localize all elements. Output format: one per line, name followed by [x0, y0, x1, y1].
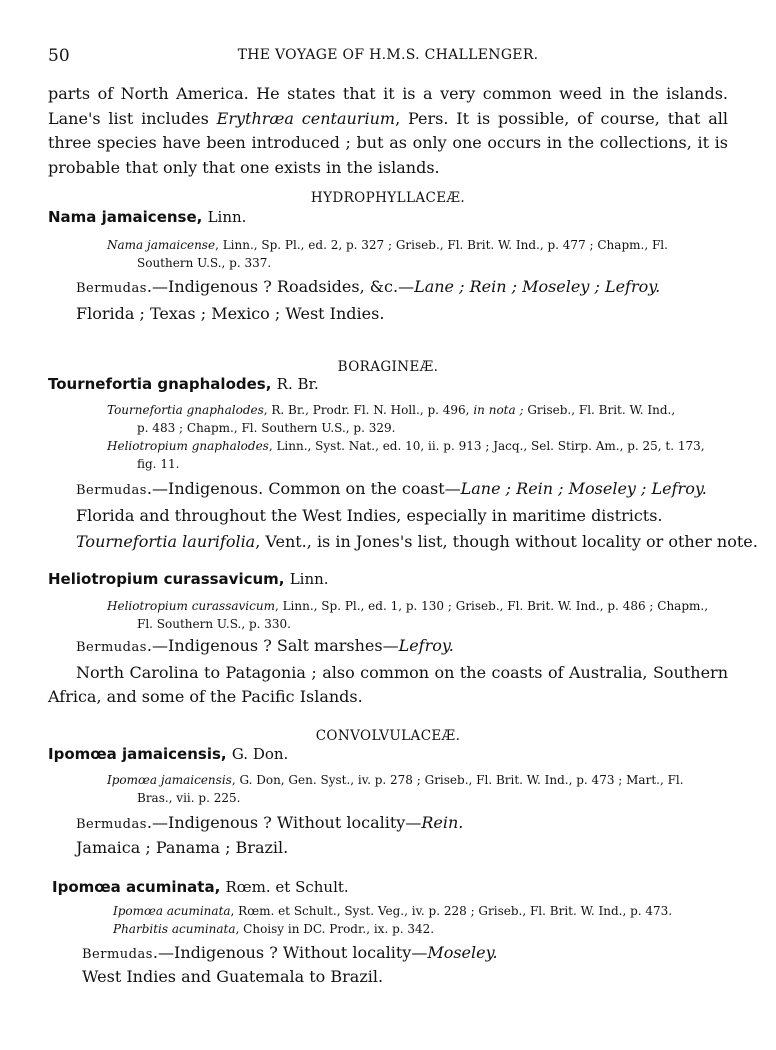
citation-cont: Bras., vii. p. 225. — [137, 791, 241, 805]
citation-text: , G. Don, Gen. Syst., iv. p. 278 ; Griseb., Fl. Brit. W. Ind., p. 473 ; Mart., Fl. — [231, 773, 684, 787]
citation-species: Pharbitis acuminata — [113, 922, 236, 936]
citation-cont: fig. 11. — [137, 457, 180, 471]
citation — [113, 920, 736, 938]
locality-status: .—Indigenous ? Without locality— — [152, 943, 428, 962]
locality-collectors: Lane ; Rein ; Moseley ; Lefroy. — [414, 277, 661, 296]
intro-text-cont: , Pers. It is possible, of course, that all three species have been introduced ; but as only one occurs in the collections, it is probable that only that one exists in the islands. — [48, 108, 729, 177]
locality-line — [82, 943, 498, 962]
locality-status: .—Indigenous ? Roadsides, &c.— — [146, 277, 415, 296]
citation-species: Tournefortia gnaphalodes — [107, 403, 264, 417]
locality-bermudas: Bermudas — [82, 947, 153, 962]
citation — [113, 902, 736, 920]
species-heading — [48, 208, 246, 226]
page-number: 50 — [48, 46, 70, 66]
locality-collectors: Moseley. — [427, 943, 498, 962]
citation-cont: p. 483 ; Chapm., Fl. Southern U.S., p. 329. — [137, 421, 396, 435]
intro-text: parts of North America. He states that it is a very common weed in the islands. Lane's list includes — [48, 84, 728, 128]
distribution: Florida and throughout the West Indies, especially in maritime districts. — [76, 506, 663, 525]
species-name: Ipomœa acuminata, — [52, 878, 221, 896]
locality-line — [76, 813, 463, 832]
citation-text: , Rœm. et Schult., Syst. Veg., iv. p. 228 ; Griseb., Fl. Brit. W. Ind., p. 473. — [230, 904, 673, 918]
species-name: Heliotropium curassavicum, — [48, 570, 285, 588]
citation — [107, 597, 730, 633]
distribution: Jamaica ; Panama ; Brazil. — [76, 838, 289, 857]
locality-status: .—Indigenous ? Salt marshes— — [146, 636, 399, 655]
note-text: , Vent., is in Jones's list, though without locality or other note. — [255, 532, 758, 551]
locality-status: .—Indigenous. Common on the coast— — [146, 479, 461, 498]
intro-species-italic: Erythræa centaurium — [216, 108, 396, 128]
locality-status: .—Indigenous ? Without locality— — [146, 813, 422, 832]
citation-italic-note: in nota ; — [473, 403, 524, 417]
locality-line — [76, 636, 454, 655]
running-title: THE VOYAGE OF H.M.S. CHALLENGER. — [237, 47, 539, 63]
citation-species: Nama jamaicense — [107, 238, 216, 252]
distribution: North Carolina to Patagonia ; also common on the coasts of Australia, Southern Africa, and some of the Pacific Islands. — [48, 663, 728, 706]
species-heading — [52, 878, 349, 896]
citation-text: Griseb., Fl. Brit. W. Ind., — [527, 403, 676, 417]
locality-collectors: Lane ; Rein ; Moseley ; Lefroy. — [460, 479, 707, 498]
citation-species: Ipomœa jamaicensis — [107, 773, 232, 787]
locality-line — [76, 277, 660, 296]
locality-bermudas: Bermudas — [76, 640, 147, 655]
family-heading-hydrophyllaceae: HYDROPHYLLACEÆ. — [310, 190, 466, 206]
citation-text: , Choisy in DC. Prodr., ix. p. 342. — [235, 922, 435, 936]
species-heading — [48, 570, 329, 588]
species-name: Ipomœa jamaicensis, — [48, 745, 227, 763]
citation-text: , Linn., Sp. Pl., ed. 2, p. 327 ; Griseb., Fl. Brit. W. Ind., p. 477 ; Chapm., Fl. — [215, 238, 668, 252]
citation-cont: Southern U.S., p. 337. — [137, 256, 272, 270]
species-author: Rœm. et Schult. — [225, 878, 349, 896]
species-author: Linn. — [207, 208, 247, 226]
species-author: G. Don. — [231, 745, 289, 763]
species-author: R. Br. — [276, 375, 319, 393]
locality-bermudas: Bermudas — [76, 817, 147, 832]
citation-species: Heliotropium curassavicum — [107, 599, 275, 613]
species-name: Nama jamaicense, — [48, 208, 203, 226]
locality-collectors: Rein. — [421, 813, 464, 832]
family-heading-boragineae: BORAGINEÆ. — [337, 359, 439, 375]
citation-text: , Linn., Sp. Pl., ed. 1, p. 130 ; Griseb., Fl. Brit. W. Ind., p. 486 ; Chapm., — [274, 599, 709, 613]
distribution: Florida ; Texas ; Mexico ; West Indies. — [76, 304, 385, 323]
locality-bermudas: Bermudas — [76, 483, 147, 498]
locality-collectors: Lefroy. — [398, 636, 454, 655]
distribution: West Indies and Guatemala to Brazil. — [82, 967, 384, 986]
intro-paragraph — [48, 82, 728, 180]
species-author: Linn. — [289, 570, 329, 588]
citation — [107, 771, 730, 807]
note-species: Tournefortia laurifolia — [76, 532, 256, 551]
citation-species: Heliotropium gnaphalodes — [107, 439, 269, 453]
citation — [107, 236, 730, 272]
locality-line — [76, 479, 707, 498]
citation-text: , R. Br., Prodr. Fl. N. Holl., p. 496, — [263, 403, 470, 417]
species-heading — [48, 375, 319, 393]
citation-species: Ipomœa acuminata — [113, 904, 231, 918]
family-heading-convolvulaceae: CONVOLVULACEÆ. — [315, 728, 461, 744]
citation — [107, 437, 730, 473]
citation-text: , Linn., Syst. Nat., ed. 10, ii. p. 913 ; Jacq., Sel. Stirp. Am., p. 25, t. 173, — [268, 439, 705, 453]
locality-bermudas: Bermudas — [76, 281, 147, 296]
citation-cont: Fl. Southern U.S., p. 330. — [137, 617, 291, 631]
note-line — [76, 532, 758, 551]
species-name: Tournefortia gnaphalodes, — [48, 375, 272, 393]
citation — [107, 401, 730, 437]
species-heading — [48, 745, 288, 763]
